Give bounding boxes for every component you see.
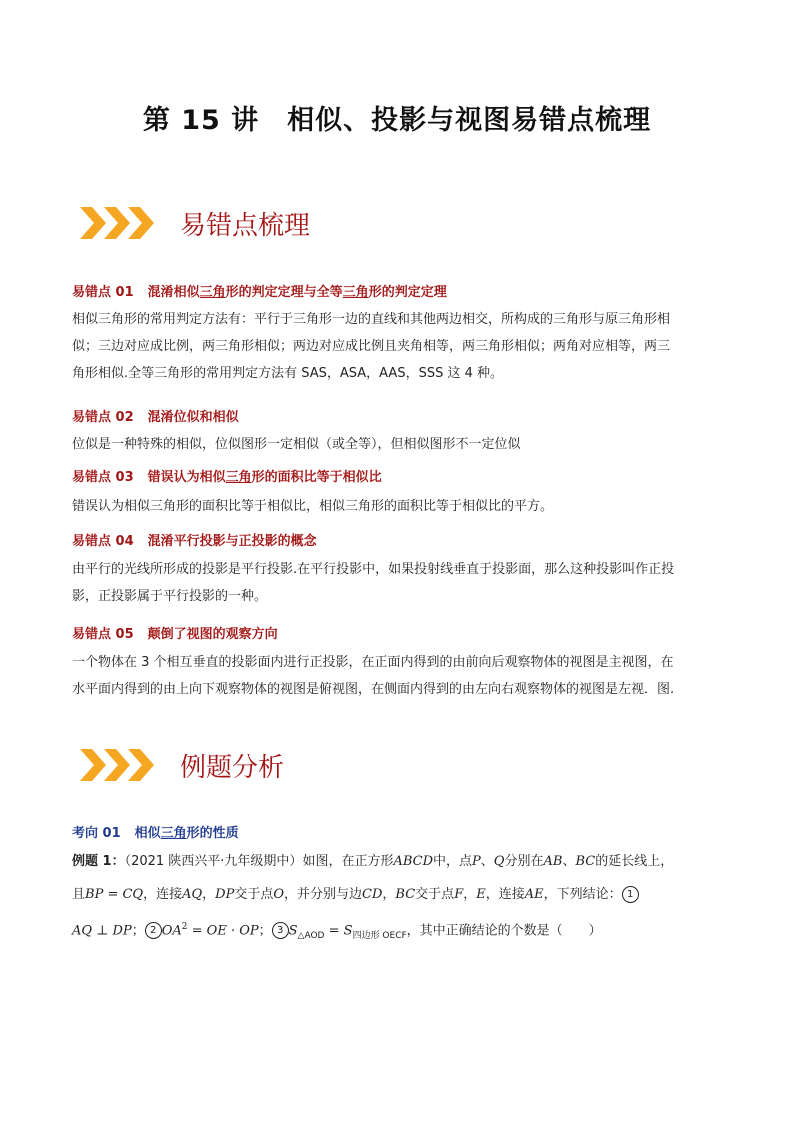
example-problem [72, 845, 732, 953]
page-title: 第 15 讲 相似、投影与视图易错点梳理 [142, 105, 652, 136]
example-line: 且BP = CQ，连接AQ，DP交于点O，并分别与边CD，BC交于点F，E，连接AE，下列结论： 1 [72, 878, 732, 911]
circled-number-3: 3 [272, 922, 289, 939]
mistake-point-body: 由平行的光线所形成的投影是平行投影.在平行投影中，如果投射线垂直于投影面，那么这种投影叫作正投 影，正投影属于平行投影的一种。 [72, 562, 675, 604]
section-header-mistakes [78, 198, 310, 248]
example-line: AQ ⊥ DP； 2 $OA^2$ = OE · OP； 3 $S_{\triangle AOD} = S_{四边形 OECF}$，其中正确结论的个数是（ ） [72, 922, 602, 941]
mistake-point-title: 易错点 05 颠倒了视图的观察方向 [72, 627, 278, 642]
mistake-point-title: 易错点 03 错误认为相似三角形的面积比等于相似比 [72, 470, 382, 485]
circled-number-2: 2 [145, 922, 162, 939]
circled-number-1: 1 [622, 886, 639, 903]
topic-title: 考向 01 相似三角形的性质 [72, 826, 239, 841]
section-title: 例题分析 [180, 752, 285, 783]
mistake-point-body: 相似三角形的常用判定方法有：平行于三角形一边的直线和其他两边相交，所构成的三角形与原三角形相 似；三边对应成比例，两三角形相似；两边对应成比例且夹角相等，两三角形相似；两角对应相等，两三 角形相似.全等三角形的常用判定方法有 SAS，ASA，AAS，SSS 这 4 种。 [72, 312, 671, 381]
mistake-point-title: 易错点 04 混淆平行投影与正投影的概念 [72, 534, 317, 549]
mistake-point-body: 错误认为相似三角形的面积比等于相似比，相似三角形的面积比等于相似比的平方。 [72, 499, 554, 514]
mistake-point-title: 易错点 01 混淆相似三角形的判定定理与全等三角形的判定定理 [72, 285, 447, 300]
mistake-point-body: 一个物体在 3 个相互垂直的投影面内进行正投影，在正面内得到的由前向后观察物体的视图是主视图，在 水平面内得到的由上向下观察物体的视图是俯视图，在侧面内得到的由左向右观察物体的视图是左视．图. [72, 655, 675, 697]
section-title: 易错点梳理 [180, 210, 311, 241]
chevron-arrows-icon [78, 203, 168, 243]
example-line: 例题 1：（2021 陕西兴平·九年级期中）如图，在正方形ABCD中，点P、Q分别在AB、BC的延长线上， [72, 854, 674, 869]
chevron-arrows-icon [78, 745, 168, 785]
mistake-point-title: 易错点 02 混淆位似和相似 [72, 410, 239, 425]
section-header-examples [78, 740, 284, 790]
mistake-point-body: 位似是一种特殊的相似，位似图形一定相似（或全等），但相似图形不一定位似 [72, 437, 521, 452]
